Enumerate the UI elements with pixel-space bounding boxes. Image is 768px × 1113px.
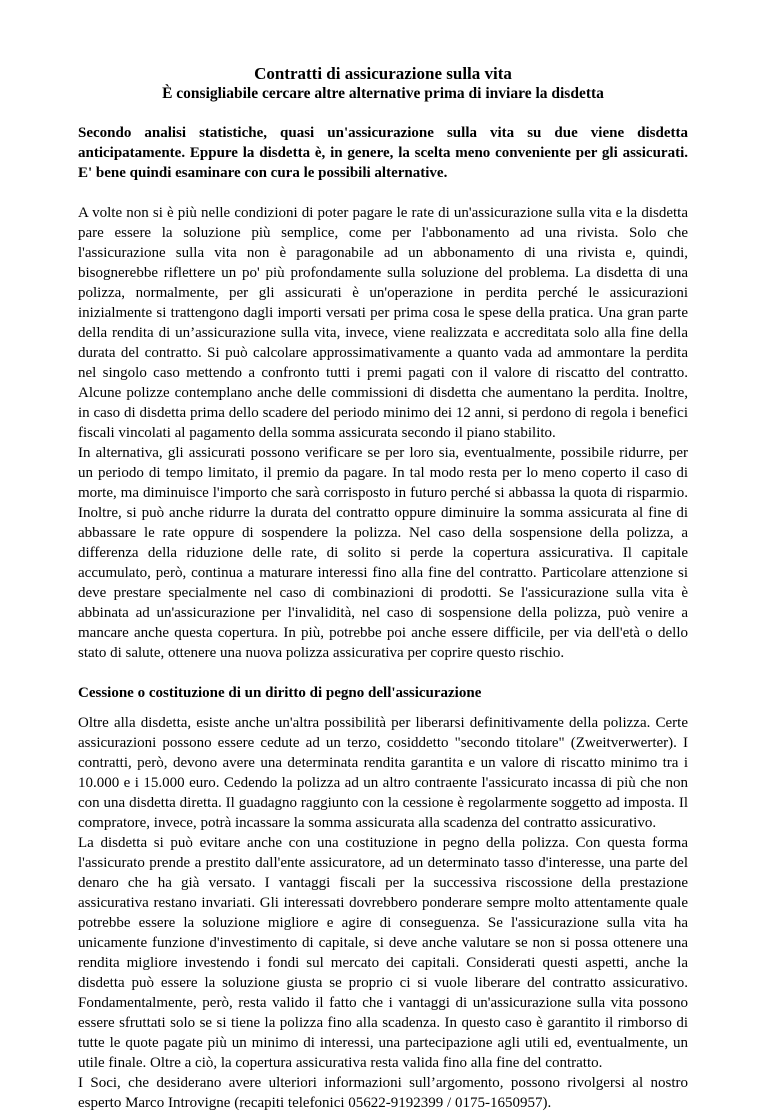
lead-paragraph: Secondo analisi statistiche, quasi un'assicurazione sulla vita su due viene disdetta anticipatamente. Eppure la disdetta è, in genere, la scelta meno conveniente per gli assicurati. E' bene quindi esaminare con cura le possibili alternative.: [78, 125, 688, 181]
body-paragraph: I Soci, che desiderano avere ulteriori informazioni sull’argomento, possono rivolgersi al nostro esperto Marco Introvigne (recapiti telefonici 05622-9192399 / 0175-1650957).: [78, 1075, 688, 1111]
body-paragraph: A volte non si è più nelle condizioni di poter pagare le rate di un'assicurazione sulla vita e la disdetta pare essere la soluzione più semplice, come per l'abbonamento ad una rivista. Solo che l'assicurazione sulla vita non è paragonabile ad un abbonamento di una rivista e, quindi, bisognerebbe riflettere un po' più profondamente sulla soluzione del problema. La disdetta di una polizza, normalmente, per gli assicurati è un'operazione in perdita perché le assicurazioni inizialmente si trattengono dagli importi versati per prima cosa le spese della pratica. Una gran parte della rendita di un’assicurazione sulla vita, invece, viene realizzata e accreditata solo alla fine della durata del contratto. Si può calcolare approssimativamente a quanto vada ad ammontare la perdita nel singolo caso mettendo a confronto tutti i premi pagati con il valore di riscatto del contratto. Alcune polizze contemplano anche delle commissioni di disdetta che aumentano la perdita. Inoltre, in caso di disdetta prima dello scadere del periodo minimo dei 12 anni, si perdono di regola i benefici fiscali vincolati al pagamento della somma assicurata secondo il piano stabilito.: [78, 205, 688, 441]
document-subtitle: È consigliabile cercare altre alternative prima di inviare la disdetta: [162, 85, 604, 102]
document-title: Contratti di assicurazione sulla vita: [254, 64, 512, 83]
spacer: [78, 663, 688, 683]
body-paragraph: Oltre alla disdetta, esiste anche un'altra possibilità per liberarsi definitivamente della polizza. Certe assicurazioni possono essere cedute ad un terzo, cosiddetto "secondo titolare" (Zweitverwerter). I contratti, però, devono avere una determinata rendita garantita e un valore di riscatto minimo tra i 10.000 e i 15.000 euro. Cedendo la polizza ad un altro contraente l'assicurato incassa di più che non con una disdetta diretta. Il guadagno raggiunto con la cessione è regolarmente soggetto ad imposta. Il compratore, invece, potrà incassare la somma assicurata alla scadenza del contratto assicurativo.: [78, 715, 688, 831]
body-paragraph: In alternativa, gli assicurati possono verificare se per loro sia, eventualmente, possibile ridurre, per un periodo di tempo limitato, il premio da pagare. In tal modo resta per lo meno coperto il caso di morte, ma diminuisce l'importo che sarà corrisposto in futuro perché si abbassa la quota di risparmio. Inoltre, si può anche ridurre la durata del contratto oppure diminuire la somma assicurata al fine di abbassare le rate oppure di sospendere la polizza. Nel caso della sospensione della polizza, a differenza della riduzione delle rate, di solito si perde la copertura assicurativa. Il capitale accumulato, però, continua a maturare interessi fino alla fine del contratto. Particolare attenzione si deve prestare specialmente nel caso di combinazioni di prodotti. Se l'assicurazione sulla vita è abbinata ad un'assicurazione per l'invalidità, nel caso di sospensione della polizza, può venire a mancare anche questa copertura. In più, potrebbe poi anche essere difficile, per via dell'età o dello stato di salute, ottenere una nuova polizza assicurativa per coprire questo rischio.: [78, 445, 688, 661]
body-paragraph: La disdetta si può evitare anche con una costituzione in pegno della polizza. Con questa forma l'assicurato prende a prestito dall'ente assicuratore, ad un determinato tasso d'interesse, una parte del denaro che ha già versato. I vantaggi fiscali per la successiva riscossione della prestazione assicurativa restano invariati. Gli interessati dovrebbero ponderare sempre molto attentamente quale potrebbe essere la soluzione migliore e agire di conseguenza. Se l'assicurazione sulla vita ha unicamente funzione d'investimento di capitale, si deve anche valutare se non si possa ottenere una rendita migliore investendo i fondi sul mercato dei capitali. Considerati questi aspetti, anche la disdetta può essere la soluzione giusta se proprio ci si vuole liberare del contratto assicurativo. Fondamentalmente, però, resta valido il fatto che i vantaggi di un'assicurazione sulla vita possono essere sfruttati solo se si tiene la polizza fino alla scadenza. In questo caso è garantito il rimborso di tutte le quote pagate più un minimo di interessi, una partecipazione agli utili ed, eventualmente, un utile finale. Oltre a ciò, la copertura assicurativa resta valida fino alla fine del contratto.: [78, 835, 688, 1071]
section-heading: Cessione o costituzione di un diritto di pegno dell'assicurazione: [78, 685, 482, 701]
